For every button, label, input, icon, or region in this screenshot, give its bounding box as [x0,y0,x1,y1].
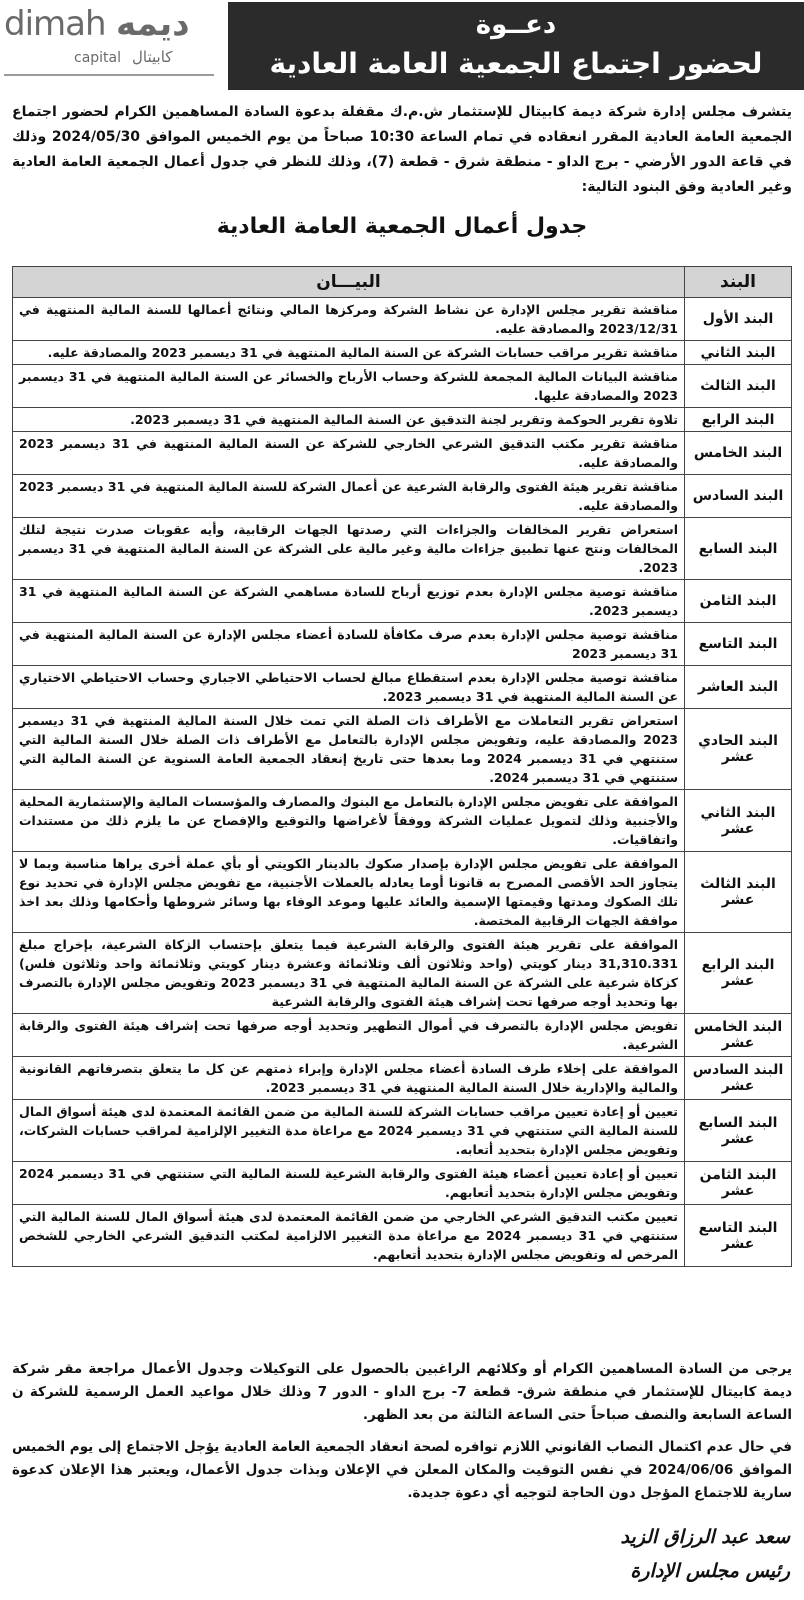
agenda-item-name: البند الخامس [685,432,792,475]
agenda-row [13,790,792,852]
agenda-row [13,852,792,933]
agenda-item-name: البند الثاني [685,341,792,365]
agenda-row [13,408,792,432]
agenda-item-name: البند الثالث عشر [685,852,792,933]
agenda-body [13,298,792,1267]
agenda-item-text: مناقشة تقرير مكتب التدقيق الشرعي الخارجي للشركة عن السنة المالية المنتهية في 31 ديسمبر 2023 والمصادقة عليه. [13,432,685,475]
agenda-row [13,1057,792,1100]
title-banner [228,2,804,90]
chairman-title: رئيس مجلس الإدارة [630,1560,790,1582]
agenda-item-name: البند العاشر [685,666,792,709]
agenda-item-text: الموافقة على تقرير هيئة الفتوى والرقابة الشرعية فيما يتعلق بإحتساب الزكاة الشرعية، بإخراج مبلغ 31,310.331 دينار كويتي (واحد وثلاثون ألف وثلاثمائة وعشرة دينار كويتي وثلاثمائة واحد وثلاثون فلس) كزكاة شرعية على الشركة عن السنة المالية المنتهية في 31 ديسمبر 2023 وتفويض مجلس الإدارة بالتصرف بها وتحديد أوجه صرفها تحت إشراف هيئة الفتوى والرقابة الشرعية [13,933,685,1014]
company-logo [4,4,222,88]
agenda-item-text: تلاوة تقرير الحوكمة وتقرير لجنة التدقيق عن السنة المالية المنتهية في 31 ديسمبر 2023. [13,408,685,432]
agenda-item-name: البند الخامس عشر [685,1014,792,1057]
agenda-item-text: الموافقة على إخلاء طرف السادة أعضاء مجلس الإدارة وإبراء ذمتهم عن كل ما يتعلق بتصرفاتهم القانونية والمالية والإدارية خلال السنة المالية المنتهية في 31 ديسمبر 2023. [13,1057,685,1100]
agenda-item-name: البند الثامن [685,580,792,623]
agenda-row [13,518,792,580]
agenda-item-text: تعيين أو إعادة تعيين أعضاء هيئة الفتوى والرقابة الشرعية للسنة المالية التي ستنتهي في 31 ديسمبر 2024 وتفويض مجلس الإدارة بتحديد أتعابهم. [13,1162,685,1205]
agenda-row [13,580,792,623]
agenda-item-text: تعيين أو إعادة تعيين مراقب حسابات الشركة للسنة المالية من ضمن القائمة المعتمدة لدى هيئة أسواق المال للسنة المالية التي ستنتهي في 31 ديسمبر 2024 مع مراعاة مدة التغيير الإلزامية لمراقب حسابات الشركات، وتفويض مجلس الإدارة بتحديد أتعابه. [13,1100,685,1162]
agenda-item-text: مناقشة تقرير مراقب حسابات الشركة عن السنة المالية المنتهية في 31 ديسمبر 2023 والمصادقة عليه. [13,341,685,365]
agenda-item-text: مناقشة تقرير هيئة الفتوى والرقابة الشرعية عن أعمال الشركة للسنة المالية المنتهية في 31 ديسمبر 2023 والمصادقة عليه. [13,475,685,518]
agenda-row [13,1162,792,1205]
column-header-description: البيـــان [13,267,685,298]
agenda-row [13,623,792,666]
agenda-row [13,365,792,408]
header [0,0,804,92]
agenda-item-name: البند التاسع [685,623,792,666]
agenda-item-text: مناقشة البيانات المالية المجمعة للشركة وحساب الأرباح والخسائر عن السنة المالية المنتهية في 31 ديسمبر 2023 والمصادقة عليها. [13,365,685,408]
column-header-item: البند [685,267,792,298]
agenda-item-name: البند الأول [685,298,792,341]
title-invitation: دعــوة [475,10,557,40]
agenda-item-name: البند التاسع عشر [685,1205,792,1267]
agenda-item-text: استعراض تقرير التعاملات مع الأطراف ذات الصلة التي تمت خلال السنة المالية المنتهية في 31 ديسمبر 2023 والمصادقة عليه، وتفويض مجلس الإدارة بالتعامل مع الأطراف ذات الصلة خلال السنة المالية التي ستنتهي في 31 ديسمبر 2024 وما بعدها حتى تاريخ إنعقاد الجمعية العامة السنوية عن السنة المالية التي ستنتهي في 31 ديسمبر 2024. [13,709,685,790]
agenda-item-text: الموافقة على تفويض مجلس الإدارة بإصدار صكوك بالدينار الكويتي أو بأي عملة أخرى يراها مناسبة وبما لا يتجاوز الحد الأقصى المصرح به قانونا أوما يعادله بالعملات الأجنبية، مع تفويض مجلس الإدارة في تحديد نوع تلك الصكوك ومدتها وقيمتها الإسمية والعائد عليها وموعد الوفاء بها وسائر شروطها وأحكامها وذلك بعد اخذ موافقة الجهات الرقابية المختصة. [13,852,685,933]
agenda-table [12,266,792,1267]
title-meeting: لحضور اجتماع الجمعية العامة العادية [269,47,763,80]
agenda-item-text: مناقشة تقرير مجلس الإدارة عن نشاط الشركة ومركزها المالي ونتائج أعمالها للسنة المالية المنتهية في 2023/12/31 والمصادقة عليه. [13,298,685,341]
logo-arabic-text: ديمه [116,4,190,44]
signature-block [620,1520,790,1588]
agenda-item-name: البند السابع عشر [685,1100,792,1162]
agenda-title: جدول أعمال الجمعية العامة العادية [216,214,588,239]
agenda-row [13,341,792,365]
agenda-item-text: تفويض مجلس الإدارة بالتصرف في أموال التطهير وتحديد أوجه صرفها تحت إشراف هيئة الفتوى والرقابة الشرعية. [13,1014,685,1057]
agenda-item-name: البند الحادي عشر [685,709,792,790]
agenda-row [13,1100,792,1162]
agenda-row [13,432,792,475]
agenda-row [13,475,792,518]
agenda-item-text: الموافقة على تفويض مجلس الإدارة بالتعامل مع البنوك والمصارف والمؤسسات المالية والإستثمارية المحلية والأجنبية وذلك لتمويل عمليات الشركة ووفقاً لأغراضها والتوقيع والإفصاح عن ما يلزم ذلك من مستندات واتفاقيات. [13,790,685,852]
agenda-item-text: استعراض تقرير المخالفات والجزاءات التي رصدتها الجهات الرقابية، وأيه عقوبات صدرت نتيجة لتلك المخالفات ونتج عنها تطبيق جزاءات مالية وغير مالية على الشركة عن السنة المالية المنتهية في 31 ديسمبر 2023. [13,518,685,580]
agenda-item-text: تعيين مكتب التدقيق الشرعي الخارجي من ضمن القائمة المعتمدة لدى هيئة أسواق المال للسنة المالية التي ستنتهي في 31 ديسمبر 2024 مع مراعاة مدة التغيير الالزامية لمكتب التدقيق الشرعي الخارجي للشخص المرخص له وتفويض مجلس الإدارة بتحديد أتعابهم. [13,1205,685,1267]
agenda-row [13,666,792,709]
agenda-item-text: مناقشة توصية مجلس الإدارة بعدم صرف مكافأة للسادة أعضاء مجلس الإدارة عن السنة المالية المنتهية في 31 ديسمبر 2023 [13,623,685,666]
agenda-item-text: مناقشة توصية مجلس الإدارة بعدم استقطاع مبالغ لحساب الاحتياطي الاجباري وحساب الاحتياطي الاختياري عن السنة المالية المنتهية في 31 ديسمبر 2023. [13,666,685,709]
chairman-name: سعد عبد الرزاق الزيد [620,1526,790,1548]
intro-paragraph: يتشرف مجلس إدارة شركة ديمة كابيتال للإستثمار ش.م.ك مقفلة بدعوة السادة المساهمين الكرام لحضور اجتماع الجمعية العامة العادية المقرر انعقاده في تمام الساعة 10:30 صباحاً من يوم الخميس الموافق 2024/05/30 وذلك في قاعة الدور الأرضي - برج الداو - منطقة شرق - قطعة (7)، وذلك للنظر في جدول أعمال الجمعية العامة العادية وغير العادية وفق البنود التالية: [12,104,792,195]
agenda-item-name: البند السادس [685,475,792,518]
proxy-notice: يرجى من السادة المساهمين الكرام أو وكلائهم الراغبين بالحصول على التوكيلات وجدول الأعمال مراجعة مقر شركة ديمة كابيتال للإستثمار في منطقة شرق- قطعة 7- برج الداو - الدور 7 وذلك خلال مواعيد العمل الرسمية للشركة ن الساعة السابعة والنصف صباحاً حتى الساعة الثالثة من بعد الظهر. [12,1361,793,1423]
agenda-item-name: البند الرابع عشر [685,933,792,1014]
logo-latin-text: dimah [4,4,106,44]
quorum-notice: في حال عدم اكتمال النصاب القانوني اللازم توافره لصحة انعقاد الجمعية العامة العادية يؤجل الاجتماع إلى يوم الخميس الموافق 2024/06/06 في نفس التوقيت والمكان المعلن في الإعلان وبذات جدول الأعمال، ويعتبر هذا الإعلان كدعوة سارية للاجتماع المؤجل دون الحاجة لتوجيه أي دعوة جديدة. [12,1439,792,1501]
agenda-row [13,298,792,341]
agenda-item-name: البند السابع [685,518,792,580]
agenda-item-name: البند الثاني عشر [685,790,792,852]
agenda-item-name: البند السادس عشر [685,1057,792,1100]
logo-sub-arabic: كابيتال [132,48,173,66]
agenda-item-name: البند الرابع [685,408,792,432]
agenda-header-row [13,267,792,298]
agenda-item-name: البند الثالث [685,365,792,408]
agenda-item-text: مناقشة توصية مجلس الإدارة بعدم توزيع أرباح للسادة مساهمي الشركة عن السنة المالية المنتهية في 31 ديسمبر 2023. [13,580,685,623]
logo-sub-english: capital [74,50,122,66]
agenda-row [13,933,792,1014]
agenda-row [13,709,792,790]
agenda-row [13,1205,792,1267]
agenda-item-name: البند الثامن عشر [685,1162,792,1205]
logo-underline [4,74,214,76]
agenda-row [13,1014,792,1057]
